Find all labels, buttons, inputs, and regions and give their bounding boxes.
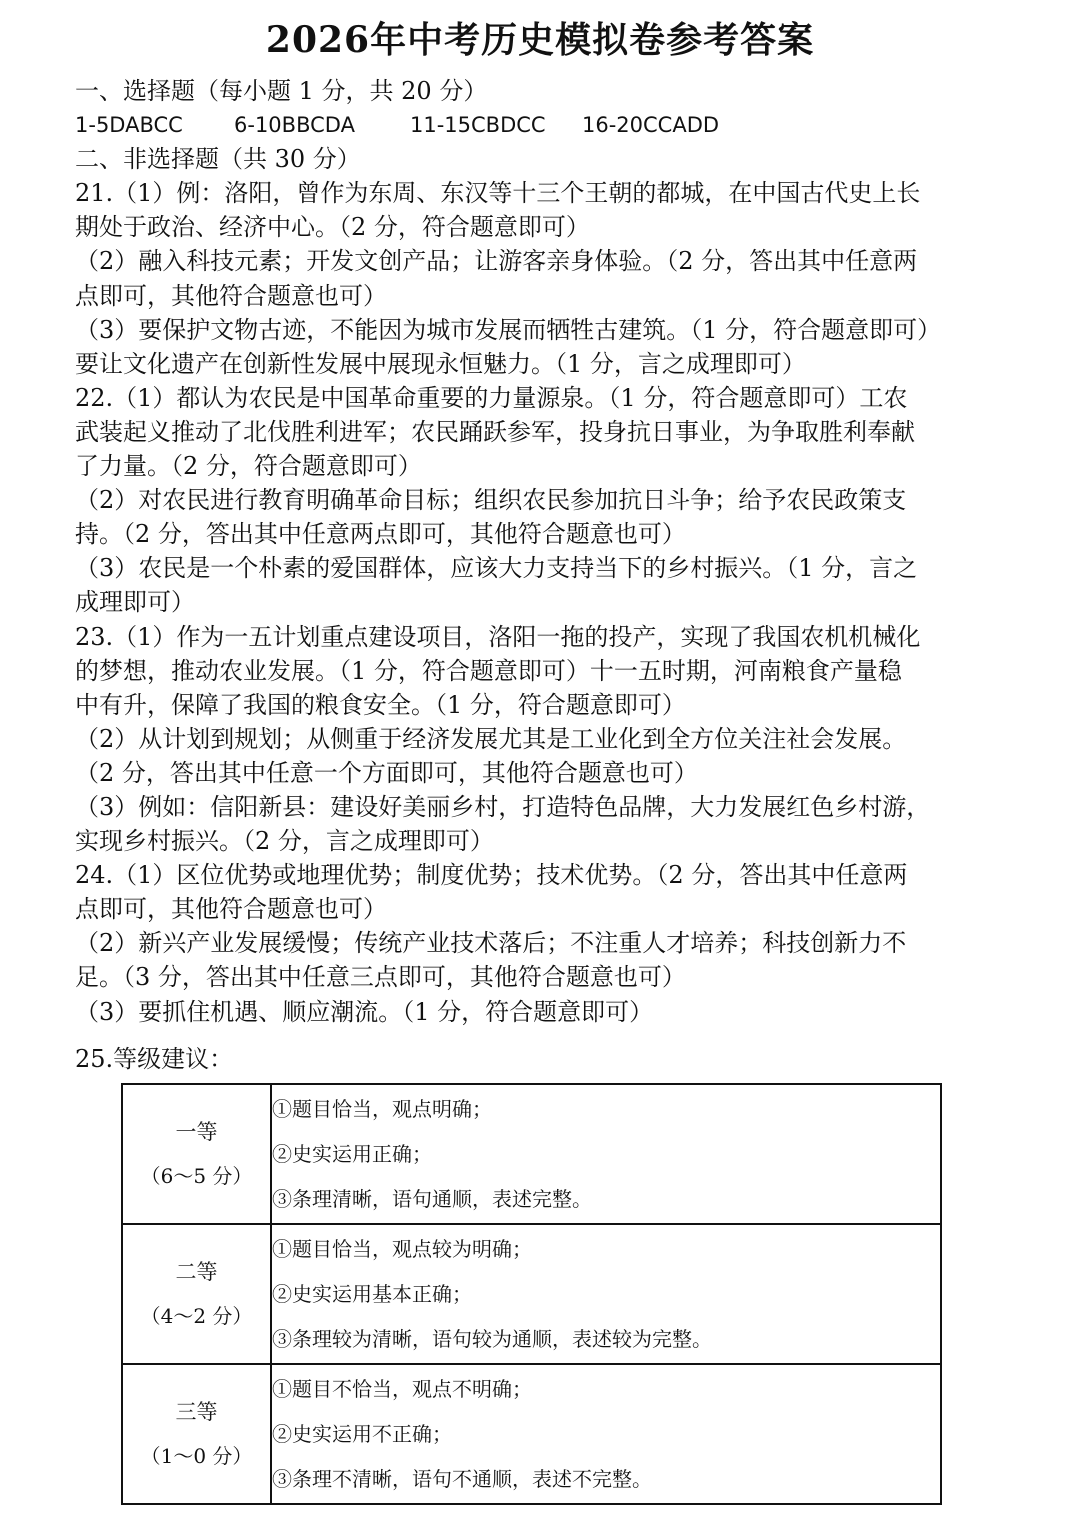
grade-criterion: ③条理不清晰，语句不通顺，表述不完整。: [272, 1466, 652, 1491]
answer-group: 11-15CBDCC: [410, 113, 546, 138]
grade-criteria-cell: [271, 1224, 941, 1364]
answer-line: （3）要保护文物古迹，不能因为城市发展而牺牲古建筑。（1 分，符合题意即可）: [75, 315, 942, 344]
grade-criterion: ②史实运用基本正确；: [272, 1281, 472, 1306]
grade-score-range: （4～2 分）: [140, 1304, 253, 1328]
grade-name: 二等: [175, 1260, 218, 1284]
answer-line: 21.（1）例：洛阳，曾作为东周、东汉等十三个王朝的都城，在中国古代史上长: [75, 179, 921, 208]
answer-line: （2 分，答出其中任意一个方面即可，其他符合题意也可）: [75, 758, 698, 787]
grade-name: 三等: [175, 1400, 218, 1424]
section-2-heading: 二、非选择题（共 30 分）: [75, 145, 361, 174]
answer-line: （3）农民是一个朴素的爱国群体，应该大力支持当下的乡村振兴。（1 分，言之: [75, 554, 918, 583]
grade-criterion: ①题目恰当，观点明确；: [272, 1096, 492, 1121]
answer-line: 了力量。（2 分，符合题意即可）: [75, 452, 422, 481]
grade-criterion: ①题目不恰当，观点不明确；: [272, 1376, 532, 1401]
answer-group: 1-5DABCC: [75, 113, 183, 138]
answer-line: 点即可，其他符合题意也可）: [75, 895, 387, 924]
grade-row: [122, 1364, 941, 1504]
multiple-choice-answers: [75, 108, 995, 142]
grade-row: [122, 1224, 941, 1364]
answer-line: 武装起义推动了北伐胜利进军；农民踊跃参军，投身抗日事业，为争取胜利奉献: [75, 417, 915, 446]
grade-score-range: （6～5 分）: [140, 1164, 253, 1188]
answer-line: 23.（1）作为一五计划重点建设项目，洛阳一拖的投产，实现了我国农机机械化: [75, 622, 921, 651]
answer-group: 16-20CCADD: [582, 113, 720, 138]
answer-line: 成理即可）: [75, 588, 195, 617]
grade-criteria-cell: [271, 1084, 941, 1224]
answer-line: 实现乡村振兴。（2 分，言之成理即可）: [75, 827, 494, 856]
section-1-heading: 一、选择题（每小题 1 分，共 20 分）: [75, 77, 488, 105]
answer-line: 足。（3 分，答出其中任意三点即可，其他符合题意也可）: [75, 963, 686, 992]
grade-row: [122, 1084, 941, 1224]
grade-criterion: ③条理较为清晰，语句较为通顺，表述较为完整。: [272, 1326, 712, 1351]
grade-score-range: （1～0 分）: [140, 1444, 253, 1468]
answer-line: 的梦想，推动农业发展。（1 分，符合题意即可）十一五时期，河南粮食产量稳: [75, 656, 902, 685]
page-title: 2026年中考历史模拟卷参考答案: [265, 19, 815, 61]
answer-line: 中有升，保障了我国的粮食安全。（1 分，符合题意即可）: [75, 690, 686, 719]
grade-criterion: ①题目恰当，观点较为明确；: [272, 1236, 532, 1261]
answer-line: 点即可，其他符合题意也可）: [75, 281, 387, 310]
grade-level-cell: [122, 1084, 271, 1224]
answer-line: 持。（2 分，答出其中任意两点即可，其他符合题意也可）: [75, 520, 686, 549]
answer-line: （2）新兴产业发展缓慢；传统产业技术落后；不注重人才培养；科技创新力不: [75, 929, 907, 958]
answer-body: [75, 74, 995, 1029]
grade-heading: 25.等级建议：: [75, 1045, 234, 1073]
answer-lines: [75, 176, 995, 1028]
grade-name: 一等: [175, 1120, 218, 1144]
answer-line: （2）对农民进行教育明确革命目标；组织农民参加抗日斗争；给予农民政策支: [75, 486, 907, 515]
answer-line: 要让文化遗产在创新性发展中展现永恒魅力。（1 分，言之成理即可）: [75, 349, 806, 378]
grade-table: [121, 1083, 942, 1505]
grade-criteria-cell: [271, 1364, 941, 1504]
answer-line: （3）例如：信阳新县：建设好美丽乡村，打造特色品牌，大力发展红色乡村游，: [75, 792, 931, 821]
answer-line: 22.（1）都认为农民是中国革命重要的力量源泉。（1 分，符合题意即可）工农: [75, 383, 908, 412]
grade-criterion: ②史实运用不正确；: [272, 1421, 452, 1446]
answer-group: 6-10BBCDA: [234, 113, 355, 138]
answer-line: （2）从计划到规划；从侧重于经济发展尤其是工业化到全方位关注社会发展。: [75, 724, 907, 753]
grade-criterion: ③条理清晰，语句通顺，表述完整。: [272, 1186, 592, 1211]
answer-line: （3）要抓住机遇、顺应潮流。（1 分，符合题意即可）: [75, 997, 654, 1026]
grade-level-cell: [122, 1224, 271, 1364]
answer-line: 24.（1）区位优势或地理优势；制度优势；技术优势。（2 分，答出其中任意两: [75, 861, 908, 890]
grade-level-cell: [122, 1364, 271, 1504]
grade-criterion: ②史实运用正确；: [272, 1141, 432, 1166]
answer-line: （2）融入科技元素；开发文创产品；让游客亲身体验。（2 分，答出其中任意两: [75, 247, 918, 276]
answer-line: 期处于政治、经济中心。（2 分，符合题意即可）: [75, 213, 590, 242]
